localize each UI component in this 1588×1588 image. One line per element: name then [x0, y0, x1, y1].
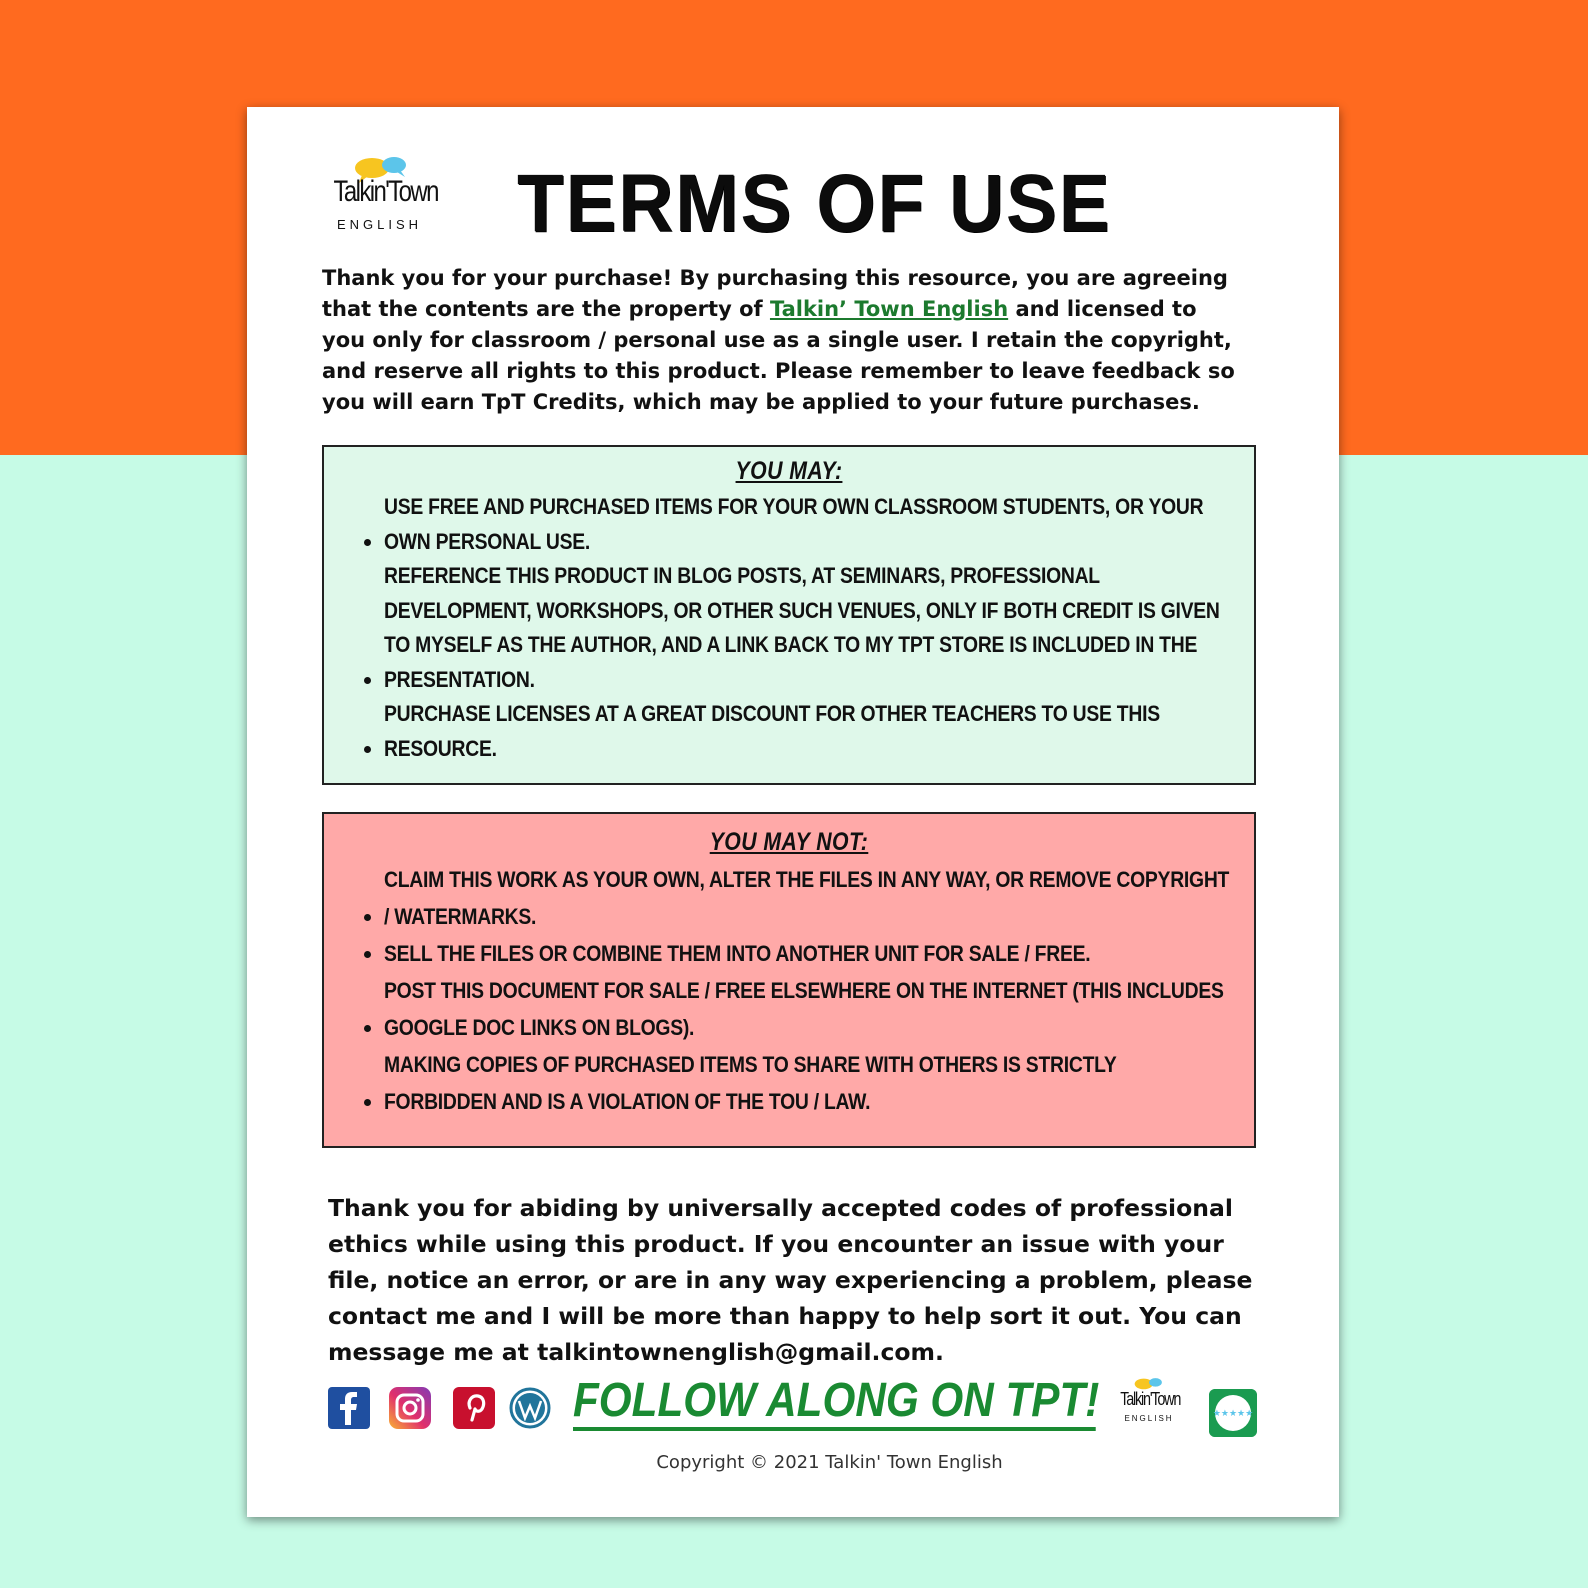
logo-brand-text: Talkin'Town: [333, 175, 438, 208]
you-may-box: [322, 445, 1256, 785]
wordpress-icon[interactable]: [509, 1387, 551, 1429]
list-item-text: POST THIS DOCUMENT FOR SALE / FREE ELSEWHERE ON THE INTERNET (THIS INCLUDES GOOGLE DOC LINKS ON BLOGS).: [384, 978, 1224, 1040]
list-item-text: PURCHASE LICENSES AT A GREAT DISCOUNT FOR OTHER TEACHERS TO USE THIS RESOURCE.: [384, 701, 1160, 761]
intro-text-end: and licensed to you only for classroom / personal use as a single user. I retain the copyright, and reserve all rights to this product. Please remember to leave feedback so you will earn TpT Credits, which may be applied to your future purchases.: [322, 297, 1235, 414]
list-item-text: USE FREE AND PURCHASED ITEMS FOR YOUR OWN CLASSROOM STUDENTS, OR YOUR OWN PERSONAL USE.: [384, 494, 1204, 554]
you-may-not-list: [324, 861, 1254, 1120]
closing-paragraph: Thank you for abiding by universally accepted codes of professional ethics while using this product. If you encounter an issue with your file, notice an error, or are in any way experiencing a problem, please contact me and I will be more than happy to help sort it out. You can message me at talkintownenglish@gmail.com.: [328, 1194, 1253, 1366]
pinterest-icon[interactable]: [453, 1387, 495, 1429]
follow-tpt-link[interactable]: FOLLOW ALONG ON TPT!: [573, 1375, 1096, 1431]
copyright-text: Copyright © 2021 Talkin' Town English: [656, 1452, 1003, 1473]
list-item: [384, 935, 1236, 972]
logo-sub-text: ENGLISH: [336, 217, 423, 232]
footer-logo-sub: ENGLISH: [1124, 1414, 1174, 1423]
instagram-icon[interactable]: [389, 1387, 431, 1429]
you-may-heading: YOU MAY:: [735, 457, 843, 485]
list-item-text: CLAIM THIS WORK AS YOUR OWN, ALTER THE FILES IN ANY WAY, OR REMOVE COPYRIGHT / WATERMARKS.: [384, 867, 1230, 929]
footer-logo-brand: Talkin'Town: [1120, 1389, 1181, 1409]
you-may-not-box: [322, 812, 1256, 1148]
list-item: [384, 972, 1236, 1046]
list-item: [384, 1046, 1236, 1120]
intro-paragraph: [322, 263, 1242, 418]
list-item: [384, 559, 1236, 697]
list-item-text: MAKING COPIES OF PURCHASED ITEMS TO SHARE WITH OTHERS IS STRICTLY FORBIDDEN AND IS A VIOLATION OF THE TOU / LAW.: [384, 1052, 1117, 1114]
footer-logo: [1113, 1377, 1185, 1425]
list-item: [384, 490, 1236, 559]
list-item-text: SELL THE FILES OR COMBINE THEM INTO ANOTHER UNIT FOR SALE / FREE.: [384, 941, 1091, 966]
tpt-store-icon[interactable]: [1209, 1389, 1257, 1437]
you-may-list: [324, 490, 1254, 766]
facebook-icon[interactable]: [328, 1387, 370, 1429]
list-item: [384, 861, 1236, 935]
list-item: [384, 697, 1236, 766]
you-may-not-heading: YOU MAY NOT:: [709, 828, 869, 856]
list-item-text: REFERENCE THIS PRODUCT IN BLOG POSTS, AT SEMINARS, PROFESSIONAL DEVELOPMENT, WORKSHOPS, OR OTHER SUCH VENUES, ONLY IF BOTH CREDIT IS GIVEN TO MYSELF AS THE AUTHOR, AND A LINK BACK TO MY TPT STORE IS INCLUDED IN THE PRESENTATION.: [384, 563, 1220, 692]
svg-text:★★★★★: ★★★★★: [1212, 1409, 1254, 1419]
intro-text-start: Thank you for your purchase! By purchasing this resource, you are agreeing that the contents are the property of: [322, 266, 1228, 321]
store-link[interactable]: Talkin’ Town English: [769, 297, 1009, 321]
talkin-town-logo: [322, 155, 437, 235]
page-title: TERMS OF USE: [517, 158, 1112, 249]
terms-page: [247, 107, 1339, 1517]
